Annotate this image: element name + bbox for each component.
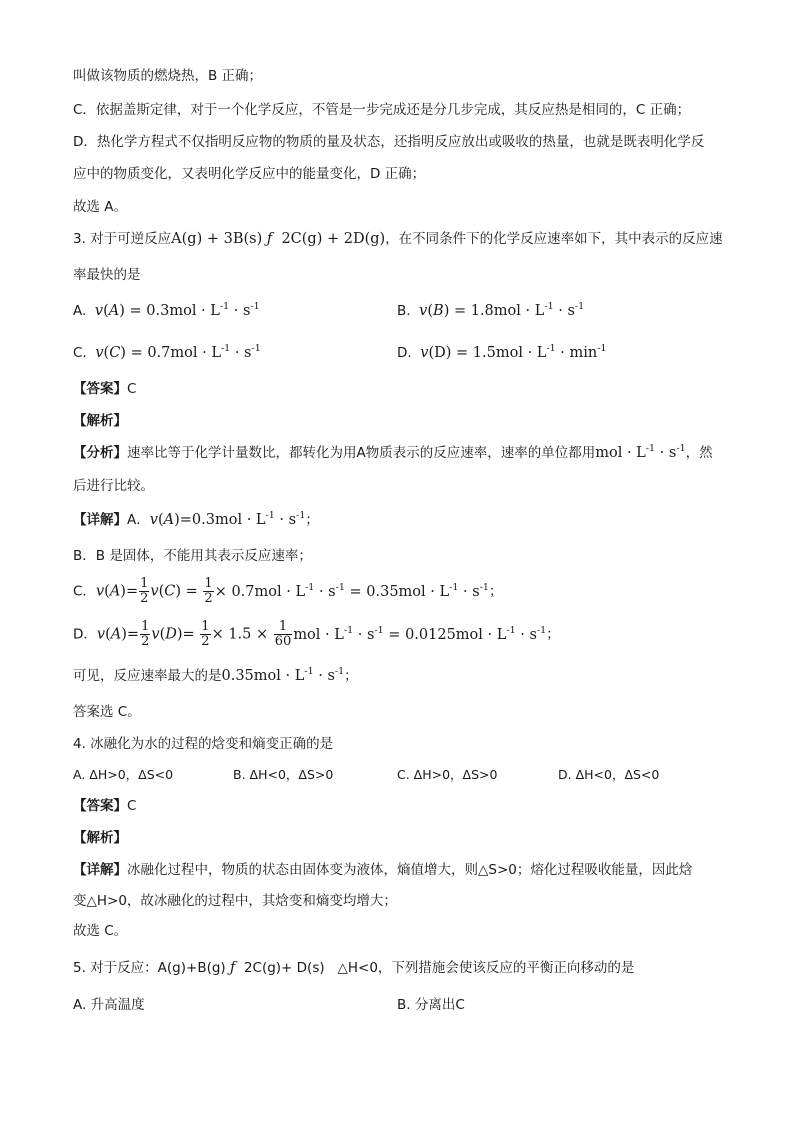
option-d: D. $v(D) = 1.5mol \cdot L^{-1} \cdot \min^{-1}$ [397,343,607,361]
question-3-stem-line2: 率最快的是 [73,267,141,283]
q4-option-d: D. ΔH<0，ΔS<0 [558,767,660,782]
question-3-stem: 3. 对于可逆反应A(g) + 3B(s) ƒ 2C(g) + 2D(g)，在不同条件下的化学反应速率如下，其中表示的反应速 [73,231,723,247]
q4-option-c: C. ΔH>0，ΔS>0 [397,767,498,782]
detail-step-a: 【详解】A．$v(A)=0.3mol \cdot L^{-1} \cdot s^{-1}$； [73,510,319,528]
detail-step-d: D．v(A)= $\frac{1}{2}$ v(D)= $\frac{1}{2}$ × 1.5 × $\frac{1}{60}$ mol · $L^{-1} \cdot s^{-1} = 0.0125mol \cdot L^{-1} \cdot s^{-1}$； [73,619,560,649]
detail-step-c: C．v(A)= $\frac{1}{2}$ v(C) = $\frac{1}{2}$ × $0.7mol \cdot L^{-1} \cdot s^{-1} = 0.35mol \cdot L^{-1} \cdot s^{-1}$； [73,576,503,606]
analysis-heading: 【解析】 [73,413,127,429]
option-c: C. $v(C) = 0.7mol \cdot L^{-1} \cdot s^{-1}$ [73,343,261,361]
final-answer: 故选 C。 [73,923,128,939]
q4-option-b: B. ΔH<0，ΔS>0 [233,767,334,782]
detail-step-b: B．B 是固体，不能用其表示反应速率； [73,548,312,564]
text-line: D．热化学方程式不仅指明反应物的物质的量及状态，还指明反应放出或吸收的热量，也就是既表明化学反 [73,134,705,150]
text-line: 应中的物质变化，又表明化学反应中的能量变化，D 正确； [73,166,426,182]
option-a: A. $v(A) = 0.3mol \cdot L^{-1} \cdot s^{-1}$ [73,301,260,319]
q4-option-a: A. ΔH>0，ΔS<0 [73,767,174,782]
option-b: B. $v(B) = 1.8mol \cdot L^{-1} \cdot s^{-1}$ [397,301,585,319]
q5-option-b: B. 分离出C [397,997,465,1013]
text-line: 故选 A。 [73,199,128,215]
analysis-fenxi-line2: 后进行比较。 [73,478,154,494]
equation: A(g) + 3B(s) ƒ 2C(g) + 2D(g) [171,231,386,247]
text-line: C．依据盖斯定律，对于一个化学反应，不管是一步完成还是分几步完成，其反应热是相同的，C 正确； [73,102,691,118]
analysis-heading: 【解析】 [73,830,127,846]
detail-line2: 变△H>0，故冰融化的过程中，其焓变和熵变均增大； [73,893,397,909]
analysis-fenxi: 【分析】速率比等于化学计量数比，都转化为用A物质表示的反应速率，速率的单位都用mol · $L^{-1} \cdot s^{-1}$，然 [73,443,713,461]
question-5-stem: 5. 对于反应：A(g)+B(g) ƒ 2C(g)+ D(s) △H<0，下列措施会使该反应的平衡正向移动的是 [73,960,635,976]
question-4-stem: 4. 冰融化为水的过程的焓变和熵变正确的是 [73,736,334,752]
answer-line: 【答案】C [73,798,137,814]
text-line: 叫做该物质的燃烧热，B 正确； [73,68,263,84]
conclusion: 可见，反应速率最大的是$0.35mol \cdot L^{-1} \cdot s^{-1}$； [73,666,358,684]
final-answer: 答案选 C。 [73,704,141,720]
answer-line: 【答案】C [73,381,137,397]
q5-option-a: A. 升高温度 [73,997,145,1013]
detail-line1: 【详解】冰融化过程中，物质的状态由固体变为液体，熵值增大，则△S>0；熔化过程吸收能量，因此焓 [73,862,693,878]
